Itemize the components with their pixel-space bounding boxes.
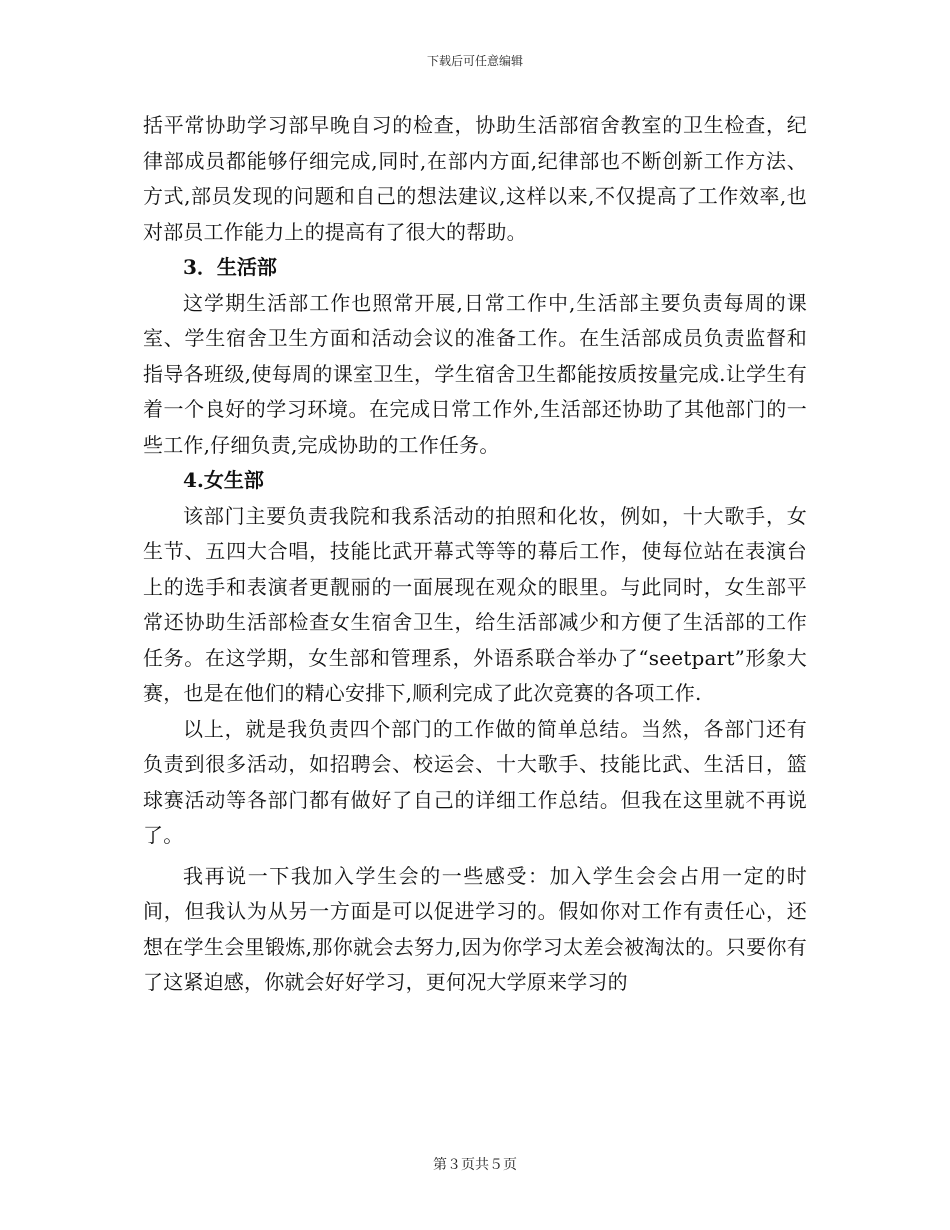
paragraph-summary: 以上，就是我负责四个部门的工作做的简单总结。当然，各部门还有负责到很多活动，如招聘会、校运会、十大歌手、技能比武、生活日，篮球赛活动等各部门都有做好了自己的详细工作总结。但我在这里就不再说了。 <box>143 716 807 847</box>
page-header: 下载后可任意编辑 <box>426 54 523 68</box>
paragraph-life-department: 这学期生活部工作也照常开展,日常工作中,生活部主要负责每周的课室、学生宿舍卫生方面和活动会议的准备工作。在生活部成员负责监督和指导各班级,使每周的课室卫生，学生宿舍卫生都能按质按量完成.让学生有着一个良好的学习环境。在完成日常工作外,生活部还协助了其他部门的一些工作,仔细负责,完成协助的工作任务。 <box>143 290 807 457</box>
document-body <box>143 108 807 1001</box>
heading-life-department: 3．生活部 <box>183 255 277 279</box>
page-number: 第３页共５页 <box>433 1157 517 1173</box>
heading-female-department: 4.女生部 <box>183 468 264 492</box>
paragraph-feelings: 我再说一下我加入学生会的一些感受：加入学生会会占用一定的时间，但我认为从另一方面是可以促进学习的。假如你对工作有责任心，还想在学生会里锻炼,那你就会去努力,因为你学习太差会被淘汰的。只要你有了这紧迫感，你就会好好学习，更何况大学原来学习的 <box>143 863 807 994</box>
paragraph-female-department: 该部门主要负责我院和我系活动的拍照和化妆，例如，十大歌手，女生节、五四大合唱，技能比武开幕式等等的幕后工作，使每位站在表演台上的选手和表演者更靓丽的一面展现在观众的眼里。与此同时，女生部平常还协助生活部检查女生宿舍卫生，给生活部减少和方便了生活部的工作任务。在这学期，女生部和管理系，外语系联合举办了“seetpart”形象大赛，也是在他们的精心安排下,顺利完成了此次竞赛的各项工作. <box>143 503 807 705</box>
paragraph-discipline-continued: 括平常协助学习部早晚自习的检查，协助生活部宿舍教室的卫生检查，纪律部成员都能够仔细完成,同时,在部内方面,纪律部也不断创新工作方法、方式,部员发现的问题和自己的想法建议,这样以来,不仅提高了工作效率,也对部员工作能力上的提高有了很大的帮助。 <box>143 113 807 244</box>
